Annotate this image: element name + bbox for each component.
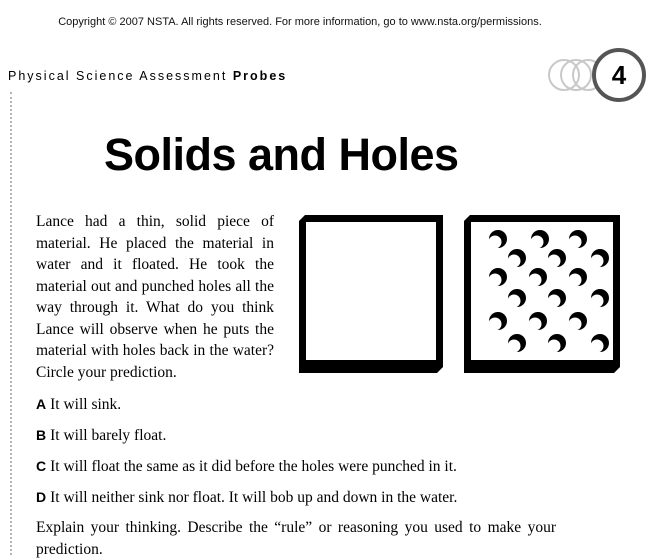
series-header bbox=[8, 69, 287, 83]
copyright-notice: Copyright © 2007 NSTA. All rights reserved. For more information, go to www.nsta.org/permissions. bbox=[58, 16, 542, 28]
option-b-text: It will barely float. bbox=[50, 427, 167, 444]
explain-instructions: Explain your thinking. Describe the “rule” or reasoning you used to make your prediction. bbox=[36, 519, 556, 558]
option-a-text: It will sink. bbox=[50, 396, 122, 413]
series-name: Physical Science Assessment bbox=[8, 69, 228, 83]
option-d-text: It will neither sink nor float. It will bob up and down in the water. bbox=[50, 489, 458, 506]
solid-material-illustration bbox=[283, 215, 443, 375]
option-d[interactable] bbox=[36, 487, 457, 508]
option-d-letter: D bbox=[36, 489, 47, 505]
series-probes: Probes bbox=[232, 69, 288, 83]
material-with-holes-illustration bbox=[460, 215, 620, 375]
option-c-text: It will float the same as it did before the holes were punched in it. bbox=[50, 458, 457, 475]
margin-dotted-rule bbox=[10, 92, 12, 555]
solid-slab-face bbox=[305, 221, 437, 361]
option-c-letter: C bbox=[36, 458, 47, 474]
option-b[interactable] bbox=[36, 425, 166, 446]
chapter-badge bbox=[544, 44, 651, 106]
option-a-letter: A bbox=[36, 396, 47, 412]
probe-prompt: Lance had a thin, solid piece of material. He placed the material in water and it floated. He took the material out and punched holes all the way through it. What do you think Lance will observe when he puts the material with holes back in the water? Circle your prediction. bbox=[36, 213, 274, 381]
option-b-letter: B bbox=[36, 427, 47, 443]
option-c[interactable] bbox=[36, 456, 457, 477]
option-a[interactable] bbox=[36, 394, 121, 415]
page-title: Solids and Holes bbox=[104, 129, 459, 180]
chapter-number: 4 bbox=[611, 60, 627, 90]
